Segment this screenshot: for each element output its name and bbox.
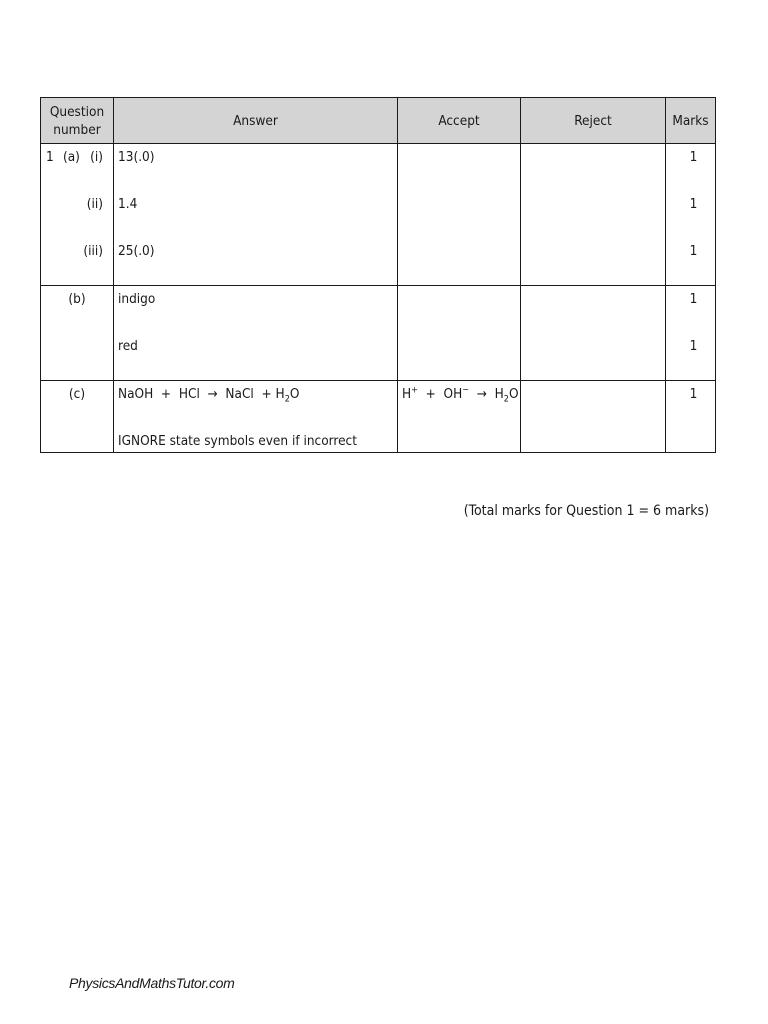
question-number: 1 bbox=[46, 149, 54, 165]
answer-cell bbox=[114, 144, 398, 286]
header-question-number bbox=[41, 98, 114, 144]
reject-cell bbox=[521, 144, 666, 286]
question-part: (a) bbox=[63, 149, 80, 165]
question-part: (b) bbox=[68, 291, 86, 307]
mark-value: 1 bbox=[689, 386, 698, 402]
equation-part: O bbox=[289, 386, 300, 402]
equation-subscript: 2 bbox=[503, 394, 509, 405]
mark-value: 1 bbox=[689, 149, 698, 165]
question-number-cell bbox=[41, 381, 114, 453]
answer-text: red bbox=[118, 338, 138, 354]
answer-text: 1.4 bbox=[118, 196, 138, 212]
equation-superscript: − bbox=[462, 385, 470, 396]
equation-part: NaOH + HCl → NaCl + H bbox=[118, 386, 285, 402]
footer-site-name: PhysicsAndMathsTutor.com bbox=[69, 975, 235, 991]
accept-cell bbox=[398, 286, 521, 381]
table-row bbox=[41, 144, 716, 286]
mark-value: 1 bbox=[689, 291, 698, 307]
question-subpart: (iii) bbox=[83, 243, 103, 259]
equation-part: + OH bbox=[417, 386, 463, 402]
question-part: (c) bbox=[68, 386, 86, 402]
answer-text: 13(.0) bbox=[118, 149, 155, 165]
marks-cell bbox=[666, 381, 716, 453]
equation-part: H bbox=[402, 386, 412, 402]
table-row bbox=[41, 286, 716, 381]
accept-cell bbox=[398, 144, 521, 286]
marks-cell bbox=[666, 144, 716, 286]
mark-scheme-table bbox=[40, 97, 716, 453]
equation-part: → H bbox=[469, 386, 504, 402]
question-subpart: (ii) bbox=[86, 196, 103, 212]
equation-superscript: + bbox=[411, 385, 418, 396]
answer-cell bbox=[114, 286, 398, 381]
header-question-line2: number bbox=[53, 121, 101, 138]
mark-value: 1 bbox=[689, 243, 698, 259]
header-answer: Answer bbox=[114, 98, 398, 144]
reject-cell bbox=[521, 286, 666, 381]
table-row bbox=[41, 381, 716, 453]
mark-value: 1 bbox=[689, 196, 698, 212]
header-row bbox=[41, 98, 716, 144]
header-question-line1: Question bbox=[49, 103, 105, 120]
total-marks-note: (Total marks for Question 1 = 6 marks) bbox=[463, 503, 709, 519]
equation-subscript: 2 bbox=[284, 394, 290, 405]
answer-equation bbox=[114, 381, 397, 428]
accept-cell bbox=[398, 381, 521, 453]
answer-text: indigo bbox=[118, 291, 156, 307]
question-subpart: (i) bbox=[90, 149, 103, 165]
marks-cell bbox=[666, 286, 716, 381]
answer-note: IGNORE state symbols even if incorrect bbox=[118, 433, 357, 449]
question-number-cell bbox=[41, 286, 114, 381]
question-number-cell bbox=[41, 144, 114, 286]
header-accept: Accept bbox=[398, 98, 521, 144]
answer-text: 25(.0) bbox=[118, 243, 155, 259]
answer-cell bbox=[114, 381, 398, 453]
mark-value: 1 bbox=[689, 338, 698, 354]
equation-part: O bbox=[508, 386, 519, 402]
header-reject: Reject bbox=[521, 98, 666, 144]
accept-equation bbox=[398, 381, 520, 428]
reject-cell bbox=[521, 381, 666, 453]
header-marks: Marks bbox=[666, 98, 716, 144]
